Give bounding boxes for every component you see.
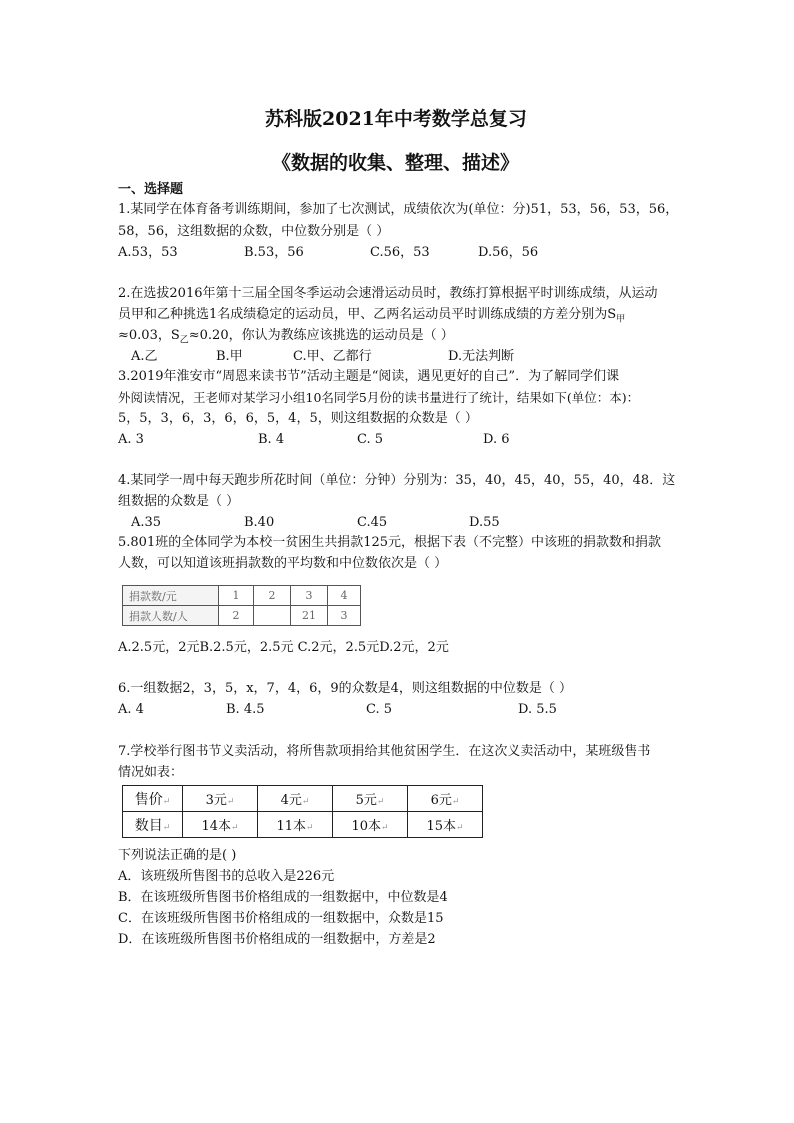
section-heading: 一、选择题	[118, 182, 184, 197]
cell-text: 数目	[134, 817, 163, 834]
table-cell: 2	[219, 606, 254, 626]
q2-option-c: C.甲、乙都行	[293, 349, 372, 364]
table-header-cell: 捐款人数/人	[123, 606, 219, 626]
q7-line2: 情况如表：	[118, 765, 184, 780]
cell-end-mark: ↵	[306, 823, 314, 833]
q2-subscript-yi: 乙	[179, 335, 189, 346]
cell-text: 14本	[201, 819, 231, 834]
q7-prompt: 下列说法正确的是( )	[118, 848, 237, 863]
q3-line2: 外阅读情况，王老师对某学习小组10名同学5月份的读书量进行了统计，结果如下(单位：本)：	[118, 390, 640, 405]
cell-end-mark: ↵	[456, 823, 464, 833]
table-cell	[258, 812, 333, 838]
cell-text: 5元	[355, 793, 377, 808]
table-cell	[183, 786, 258, 812]
q6-option-d: D. 5.5	[518, 702, 557, 717]
q4-option-c: C.45	[357, 515, 388, 530]
cell-end-mark: ↵	[451, 797, 460, 807]
table-row	[123, 606, 361, 626]
table-cell	[333, 812, 408, 838]
q1-option-a: A.53，53	[118, 245, 178, 260]
q3-option-a: A. 3	[118, 432, 144, 447]
table-cell: 1	[219, 586, 254, 606]
q3-option-d: D. 6	[483, 432, 510, 447]
q2-option-a: A.乙	[131, 349, 158, 364]
table-cell: 3	[291, 586, 328, 606]
q2-option-d: D.无法判断	[448, 349, 515, 364]
q6-line1: 6.一组数据2，3，5，x，7，4，6，9的众数是4，则这组数据的中位数是（ ）	[118, 681, 573, 696]
cell-end-mark: ↵	[231, 823, 239, 833]
cell-text: 售价	[134, 791, 163, 808]
document-title: 苏科版2021年中考数学总复习	[265, 108, 527, 130]
cell-end-mark: ↵	[376, 797, 385, 807]
table-cell	[408, 786, 483, 812]
q6-option-c: C. 5	[366, 702, 393, 717]
q3-line1: 3.2019年淮安市“周恩来读书节”活动主题是“阅读，遇见更好的自己”．为了解同学们课	[118, 369, 620, 384]
q7-choice-d: D．在该班级所售图书价格组成的一组数据中，方差是2	[118, 932, 436, 947]
q4-line2: 组数据的众数是（ ）	[118, 494, 240, 509]
table-cell: 21	[291, 606, 328, 626]
q3-line3: 5，5，3，6，3，6，6，5，4，5，则这组数据的众数是（ ）	[118, 411, 478, 426]
q5-options: A.2.5元，2元B.2.5元，2.5元 C.2元，2.5元D.2元，2元	[118, 640, 449, 655]
q3-option-c: C. 5	[357, 432, 384, 447]
cell-end-mark: ↵	[301, 797, 310, 807]
table-row	[123, 812, 483, 838]
q2-line2-text: 员甲和乙种挑选1名成绩稳定的运动员，甲、乙两名运动员平时训练成绩的方差分别为S	[118, 307, 617, 322]
q6-option-b: B. 4.5	[226, 702, 265, 717]
cell-text: 11本	[276, 819, 306, 834]
cell-end-mark: ↵	[162, 796, 171, 807]
q7-choice-c: C．在该班级所售图书价格组成的一组数据中，众数是15	[118, 911, 444, 926]
cell-text: 3元	[205, 793, 227, 808]
q5-donation-table	[122, 585, 361, 626]
cell-text: 4元	[280, 793, 302, 808]
cell-text: 15本	[426, 819, 456, 834]
q1-option-d: D.56，56	[478, 245, 539, 260]
table-header-cell: 捐款数/元	[123, 586, 219, 606]
table-cell	[183, 812, 258, 838]
q2-line3	[118, 328, 454, 349]
table-header-cell	[123, 812, 183, 838]
q1-line2: 58，56，这组数据的众数，中位数分别是（ ）	[118, 224, 390, 239]
cell-end-mark: ↵	[162, 822, 171, 833]
q7-choice-a: A．该班级所售图书的总收入是226元	[118, 869, 335, 884]
q1-option-c: C.56，53	[370, 245, 430, 260]
cell-text: 10本	[351, 819, 381, 834]
q6-option-a: A. 4	[118, 702, 144, 717]
q4-option-a: A.35	[131, 515, 162, 530]
cell-end-mark: ↵	[381, 823, 389, 833]
table-cell	[254, 606, 291, 626]
table-cell: 4	[328, 586, 361, 606]
table-row	[123, 586, 361, 606]
q2-option-b: B.甲	[216, 349, 243, 364]
q2-line1: 2.在选拔2016年第十三届全国冬季运动会速滑运动员时，教练打算根据平时训练成绩，从运动	[118, 286, 658, 301]
q7-book-sales-table	[122, 785, 483, 838]
table-cell	[408, 812, 483, 838]
q3-option-b: B. 4	[258, 432, 285, 447]
table-cell: 2	[254, 586, 291, 606]
table-cell	[258, 786, 333, 812]
q2-subscript-jia: 甲	[616, 314, 626, 325]
table-cell	[333, 786, 408, 812]
q7-choice-b: B．在该班级所售图书价格组成的一组数据中，中位数是4	[118, 890, 448, 905]
cell-text: 6元	[430, 793, 452, 808]
q5-line2: 人数，可以知道该班捐款数的平均数和中位数依次是（ ）	[118, 556, 448, 571]
table-row	[123, 786, 483, 812]
q2-line3-a: ≈0.03，S	[118, 328, 180, 343]
document-subtitle: 《数据的收集、整理、描述》	[272, 152, 520, 174]
q5-line1: 5.801班的全体同学为本校一贫困生共捐款125元，根据下表（不完整）中该班的捐款数和捐款	[118, 535, 662, 550]
q4-option-b: B.40	[244, 515, 275, 530]
q2-line3-b: ≈0.20，你认为教练应该挑选的运动员是（ ）	[188, 328, 454, 343]
q1-line1: 1.某同学在体育备考训练期间，参加了七次测试，成绩依次为(单位：分)51，53，56，53，56，	[118, 202, 679, 217]
q4-line1: 4.某同学一周中每天跑步所花时间（单位：分钟）分别为：35，40，45，40，55，40，48．这	[118, 473, 676, 488]
table-cell: 3	[328, 606, 361, 626]
q1-option-b: B.53，56	[244, 245, 304, 260]
q4-option-d: D.55	[469, 515, 500, 530]
table-header-cell	[123, 786, 183, 812]
q7-line1: 7.学校举行图书节义卖活动，将所售款项捐给其他贫困学生．在这次义卖活动中，某班级售书	[118, 744, 651, 759]
cell-end-mark: ↵	[226, 797, 235, 807]
q2-line2	[118, 307, 625, 328]
